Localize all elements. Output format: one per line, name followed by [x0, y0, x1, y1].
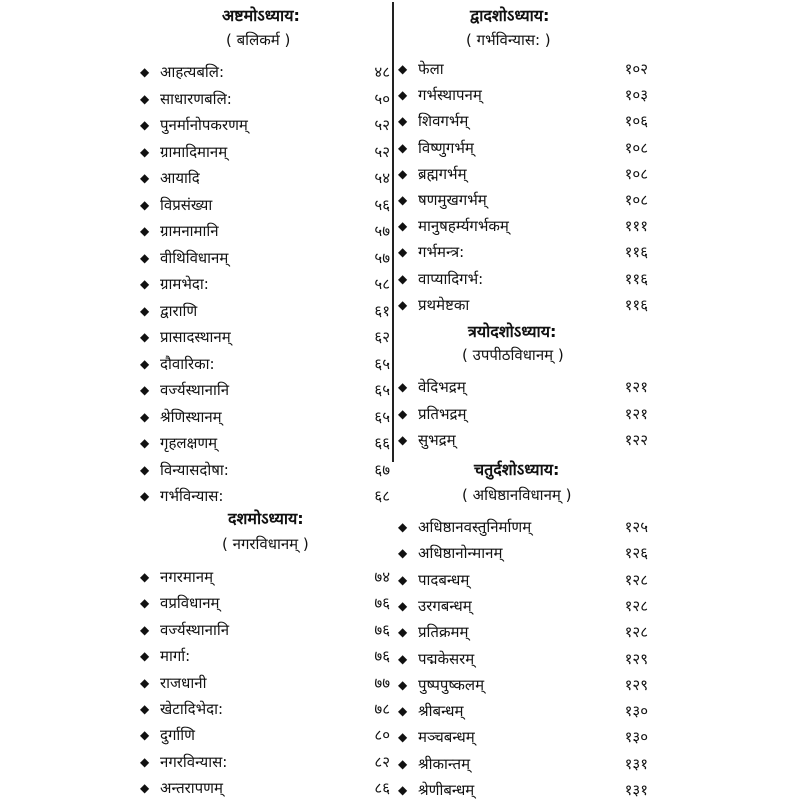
entry-name: अधिष्ठानवस्तुनिर्माणम् [418, 518, 532, 536]
entry-name: साधारणबलि: [160, 89, 232, 108]
diamond-bullet-icon: ◆ [140, 702, 150, 716]
toc-entry [140, 484, 390, 509]
diamond-bullet-icon: ◆ [398, 625, 408, 640]
entry-name: फेला [418, 60, 444, 78]
entry-name: वाप्यादिगर्भ: [418, 269, 484, 288]
toc-entry [140, 644, 390, 669]
entry-page-number: १२९ [624, 649, 648, 668]
chapter-subtitle: ( नगरविधानम् ) [222, 535, 309, 553]
toc-entry [140, 166, 390, 191]
entry-page-number: ११६ [624, 269, 648, 288]
chapter-title: द्वादशोऽध्याय: [470, 6, 550, 25]
entry-page-number: ६१ [374, 301, 390, 320]
toc-entry [140, 140, 390, 165]
entry-name: द्वाराणि [160, 301, 198, 320]
toc-entry [140, 272, 390, 297]
diamond-bullet-icon: ◆ [398, 756, 408, 771]
entry-page-number: १०८ [624, 138, 648, 157]
toc-entry [140, 697, 390, 722]
chapter-title: दशमोऽध्याय: [228, 509, 304, 528]
entry-page-number: ६८ [374, 487, 390, 505]
diamond-bullet-icon: ◆ [140, 197, 150, 212]
diamond-bullet-icon: ◆ [398, 433, 408, 447]
entry-page-number: ४८ [374, 63, 390, 81]
toc-entry [140, 618, 390, 643]
diamond-bullet-icon: ◆ [398, 140, 408, 155]
diamond-bullet-icon: ◆ [140, 171, 150, 185]
entry-page-number: ६७ [374, 460, 390, 479]
toc-entry [140, 219, 390, 244]
entry-page-number: १२१ [624, 404, 648, 423]
entry-page-number: ५४ [374, 169, 390, 187]
entry-page-number: ११६ [624, 243, 648, 262]
diamond-bullet-icon: ◆ [398, 380, 408, 394]
entry-page-number: ७६ [374, 647, 390, 666]
entry-name: गृहलक्षणम् [160, 434, 218, 452]
toc-entry [140, 87, 390, 112]
diamond-bullet-icon: ◆ [140, 649, 150, 664]
entry-name: आहत्यबलि: [160, 63, 225, 81]
entry-name: विप्रसंख्या [160, 195, 213, 214]
diamond-bullet-icon: ◆ [140, 303, 150, 318]
entry-page-number: ५२ [374, 116, 390, 134]
entry-page-number: ८६ [374, 779, 390, 798]
diamond-bullet-icon: ◆ [140, 728, 150, 743]
toc-entry [140, 591, 390, 616]
entry-name: श्रेणीबन्धम् [418, 781, 475, 799]
toc-entry [398, 136, 648, 161]
toc-entry [140, 458, 390, 483]
diamond-bullet-icon: ◆ [140, 781, 150, 796]
entry-name: ग्रामनामानि [160, 222, 219, 240]
diamond-bullet-icon: ◆ [140, 675, 150, 690]
entry-page-number: ६५ [374, 354, 390, 373]
entry-page-number: १३१ [624, 781, 648, 799]
toc-entry [398, 402, 648, 427]
entry-name: नगरविन्यास: [160, 752, 228, 771]
entry-page-number: १२८ [624, 623, 648, 642]
toc-entry [398, 375, 648, 400]
entry-page-number: ६५ [374, 381, 390, 399]
toc-entry [398, 293, 648, 318]
entry-name: प्रथमेष्टका [418, 295, 470, 314]
entry-page-number: ८० [374, 726, 390, 745]
diamond-bullet-icon: ◆ [398, 166, 408, 181]
entry-page-number: १२५ [624, 518, 648, 536]
entry-page-number: ७८ [374, 700, 390, 718]
toc-entry [140, 776, 390, 801]
toc-entry [398, 699, 648, 724]
entry-page-number: ८२ [374, 752, 390, 771]
toc-entry [398, 109, 648, 134]
diamond-bullet-icon: ◆ [398, 730, 408, 745]
entry-name: आयादि [160, 169, 200, 187]
diamond-bullet-icon: ◆ [140, 383, 150, 397]
entry-name: अन्तरापणम् [160, 779, 223, 798]
entry-page-number: ७६ [374, 620, 390, 639]
entry-name: गर्भविन्यास: [160, 487, 224, 505]
entry-page-number: १२१ [624, 378, 648, 396]
diamond-bullet-icon: ◆ [140, 330, 150, 344]
toc-entry [140, 299, 390, 324]
diamond-bullet-icon: ◆ [398, 783, 408, 797]
entry-page-number: १२८ [624, 570, 648, 589]
toc-entry [398, 647, 648, 672]
entry-name: वीथिविधानम् [160, 248, 229, 267]
toc-entry [140, 60, 390, 85]
toc-entry [398, 752, 648, 777]
diamond-bullet-icon: ◆ [398, 271, 408, 286]
toc-entry [398, 428, 648, 453]
chapter-subtitle: ( अधिष्ठानविधानम् ) [462, 486, 572, 504]
toc-entry [398, 594, 648, 619]
toc-entry [398, 673, 648, 698]
diamond-bullet-icon: ◆ [398, 520, 408, 534]
entry-page-number: ११६ [624, 295, 648, 314]
entry-name: पुष्पपुष्कलम् [418, 675, 485, 694]
toc-entry [398, 725, 648, 750]
entry-page-number: ५७ [374, 222, 390, 240]
diamond-bullet-icon: ◆ [140, 622, 150, 637]
diamond-bullet-icon: ◆ [140, 277, 150, 291]
entry-name: वेदिभद्रम् [418, 378, 466, 396]
entry-name: वप्रविधानम् [160, 594, 220, 613]
entry-name: मानुषहर्म्यगर्भकम् [418, 217, 509, 236]
entry-page-number: ५७ [374, 248, 390, 267]
entry-page-number: १२२ [624, 431, 648, 449]
chapter-title: अष्टमोऽध्याय: [222, 6, 300, 25]
entry-page-number: ५२ [374, 142, 390, 161]
entry-name: ग्रामभेदा: [160, 275, 209, 293]
toc-entry [398, 240, 648, 265]
entry-page-number: ६२ [374, 328, 390, 346]
chapter-subtitle: ( बलिकर्म ) [226, 31, 291, 49]
entry-name: वर्ज्यस्थानानि [160, 381, 230, 399]
entry-name: श्रीकान्तम् [418, 754, 471, 773]
entry-page-number: १०८ [624, 191, 648, 209]
diamond-bullet-icon: ◆ [398, 193, 408, 207]
toc-entry [140, 193, 390, 218]
entry-name: श्रेणिस्थानम् [160, 407, 222, 426]
entry-page-number: ५६ [374, 195, 390, 214]
entry-name: शिवगर्भम् [418, 112, 469, 131]
entry-name: नगरमानम् [160, 568, 214, 586]
diamond-bullet-icon: ◆ [140, 91, 150, 106]
toc-entry [398, 57, 648, 82]
toc-entry [140, 750, 390, 775]
toc-entry [140, 352, 390, 377]
diamond-bullet-icon: ◆ [398, 677, 408, 692]
diamond-bullet-icon: ◆ [140, 436, 150, 450]
toc-entry [398, 778, 648, 803]
entry-page-number: १०८ [624, 164, 648, 183]
toc-entry [140, 405, 390, 430]
entry-name: श्रीबन्धम् [418, 702, 464, 721]
entry-page-number: ७६ [374, 594, 390, 613]
entry-page-number: १२६ [624, 544, 648, 563]
entry-page-number: १३० [624, 728, 648, 747]
entry-page-number: १३१ [624, 754, 648, 773]
entry-name: ग्रामादिमानम् [160, 142, 228, 161]
toc-entry [398, 620, 648, 645]
entry-name: प्रतिभद्रम् [418, 404, 467, 423]
entry-page-number: १०२ [624, 60, 648, 78]
entry-name: ब्रह्मगर्भम् [418, 164, 467, 183]
toc-entry [398, 162, 648, 187]
toc-entry [140, 113, 390, 138]
diamond-bullet-icon: ◆ [140, 118, 150, 132]
diamond-bullet-icon: ◆ [398, 546, 408, 561]
entry-page-number: १३० [624, 702, 648, 721]
diamond-bullet-icon: ◆ [140, 65, 150, 79]
chapter-subtitle: ( उपपीठविधानम् ) [462, 346, 564, 364]
toc-entry [140, 565, 390, 590]
toc-entry [140, 671, 390, 696]
toc-entry [140, 378, 390, 403]
entry-page-number: १२९ [624, 675, 648, 694]
toc-entry [140, 325, 390, 350]
toc-entry [398, 83, 648, 108]
chapter-title: चतुर्दशोऽध्याय: [474, 460, 560, 479]
entry-name: पुनर्मानोपकरणम् [160, 116, 248, 134]
entry-page-number: १२८ [624, 596, 648, 615]
entry-name: गर्भमन्त्र: [418, 243, 465, 262]
diamond-bullet-icon: ◆ [140, 754, 150, 769]
diamond-bullet-icon: ◆ [398, 651, 408, 666]
toc-entry [140, 431, 390, 456]
entry-name: प्रतिक्रमम् [418, 623, 469, 642]
diamond-bullet-icon: ◆ [140, 489, 150, 503]
entry-page-number: ६६ [374, 434, 390, 452]
toc-entry [398, 188, 648, 213]
diamond-bullet-icon: ◆ [398, 114, 408, 129]
entry-name: अधिष्ठानोन्मानम् [418, 544, 503, 563]
toc-entry [398, 214, 648, 239]
entry-name: वर्ज्यस्थानानि [160, 620, 230, 639]
diamond-bullet-icon: ◆ [398, 406, 408, 421]
entry-name: दौवारिका: [160, 354, 215, 373]
diamond-bullet-icon: ◆ [140, 462, 150, 477]
chapter-title: त्रयोदशोऽध्याय: [468, 322, 557, 341]
entry-name: सुभद्रम् [418, 431, 456, 449]
entry-page-number: १११ [624, 217, 648, 236]
entry-page-number: १०६ [624, 112, 648, 131]
entry-page-number: ५० [374, 89, 390, 108]
toc-entry [140, 723, 390, 748]
diamond-bullet-icon: ◆ [398, 219, 408, 234]
column-divider [392, 2, 394, 462]
diamond-bullet-icon: ◆ [140, 409, 150, 424]
entry-page-number: १०३ [624, 86, 648, 105]
toc-entry [398, 267, 648, 292]
diamond-bullet-icon: ◆ [398, 245, 408, 260]
diamond-bullet-icon: ◆ [398, 598, 408, 613]
diamond-bullet-icon: ◆ [140, 224, 150, 238]
diamond-bullet-icon: ◆ [140, 144, 150, 159]
entry-name: पद्मकेसरम् [418, 649, 475, 668]
entry-name: प्रासादस्थानम् [160, 328, 231, 346]
entry-page-number: ६५ [374, 407, 390, 426]
entry-name: विष्णुगर्भम् [418, 138, 474, 157]
entry-name: पादबन्धम् [418, 570, 470, 589]
entry-name: विन्यासदोषा: [160, 460, 229, 479]
entry-name: खेटादिभेदा: [160, 700, 224, 718]
toc-entry [398, 541, 648, 566]
toc-entry [140, 246, 390, 271]
chapter-subtitle: ( गर्भविन्यास: ) [466, 31, 551, 49]
diamond-bullet-icon: ◆ [140, 356, 150, 371]
entry-page-number: ५८ [374, 275, 390, 293]
entry-name: दुर्गाणि [160, 726, 196, 745]
diamond-bullet-icon: ◆ [398, 297, 408, 312]
diamond-bullet-icon: ◆ [140, 250, 150, 265]
entry-name: षणमुखगर्भम् [418, 191, 487, 209]
diamond-bullet-icon: ◆ [140, 570, 150, 584]
entry-name: मञ्चबन्धम् [418, 728, 475, 747]
diamond-bullet-icon: ◆ [140, 596, 150, 611]
entry-page-number: ७४ [374, 568, 390, 586]
entry-name: राजधानी [160, 673, 207, 692]
diamond-bullet-icon: ◆ [398, 704, 408, 719]
diamond-bullet-icon: ◆ [398, 88, 408, 103]
entry-page-number: ७७ [374, 673, 390, 692]
entry-name: उरगबन्धम् [418, 596, 472, 615]
entry-name: मार्गा: [160, 647, 191, 666]
entry-name: गर्भस्थापनम् [418, 86, 482, 105]
diamond-bullet-icon: ◆ [398, 572, 408, 587]
toc-entry [398, 515, 648, 540]
diamond-bullet-icon: ◆ [398, 62, 408, 76]
toc-entry [398, 568, 648, 593]
